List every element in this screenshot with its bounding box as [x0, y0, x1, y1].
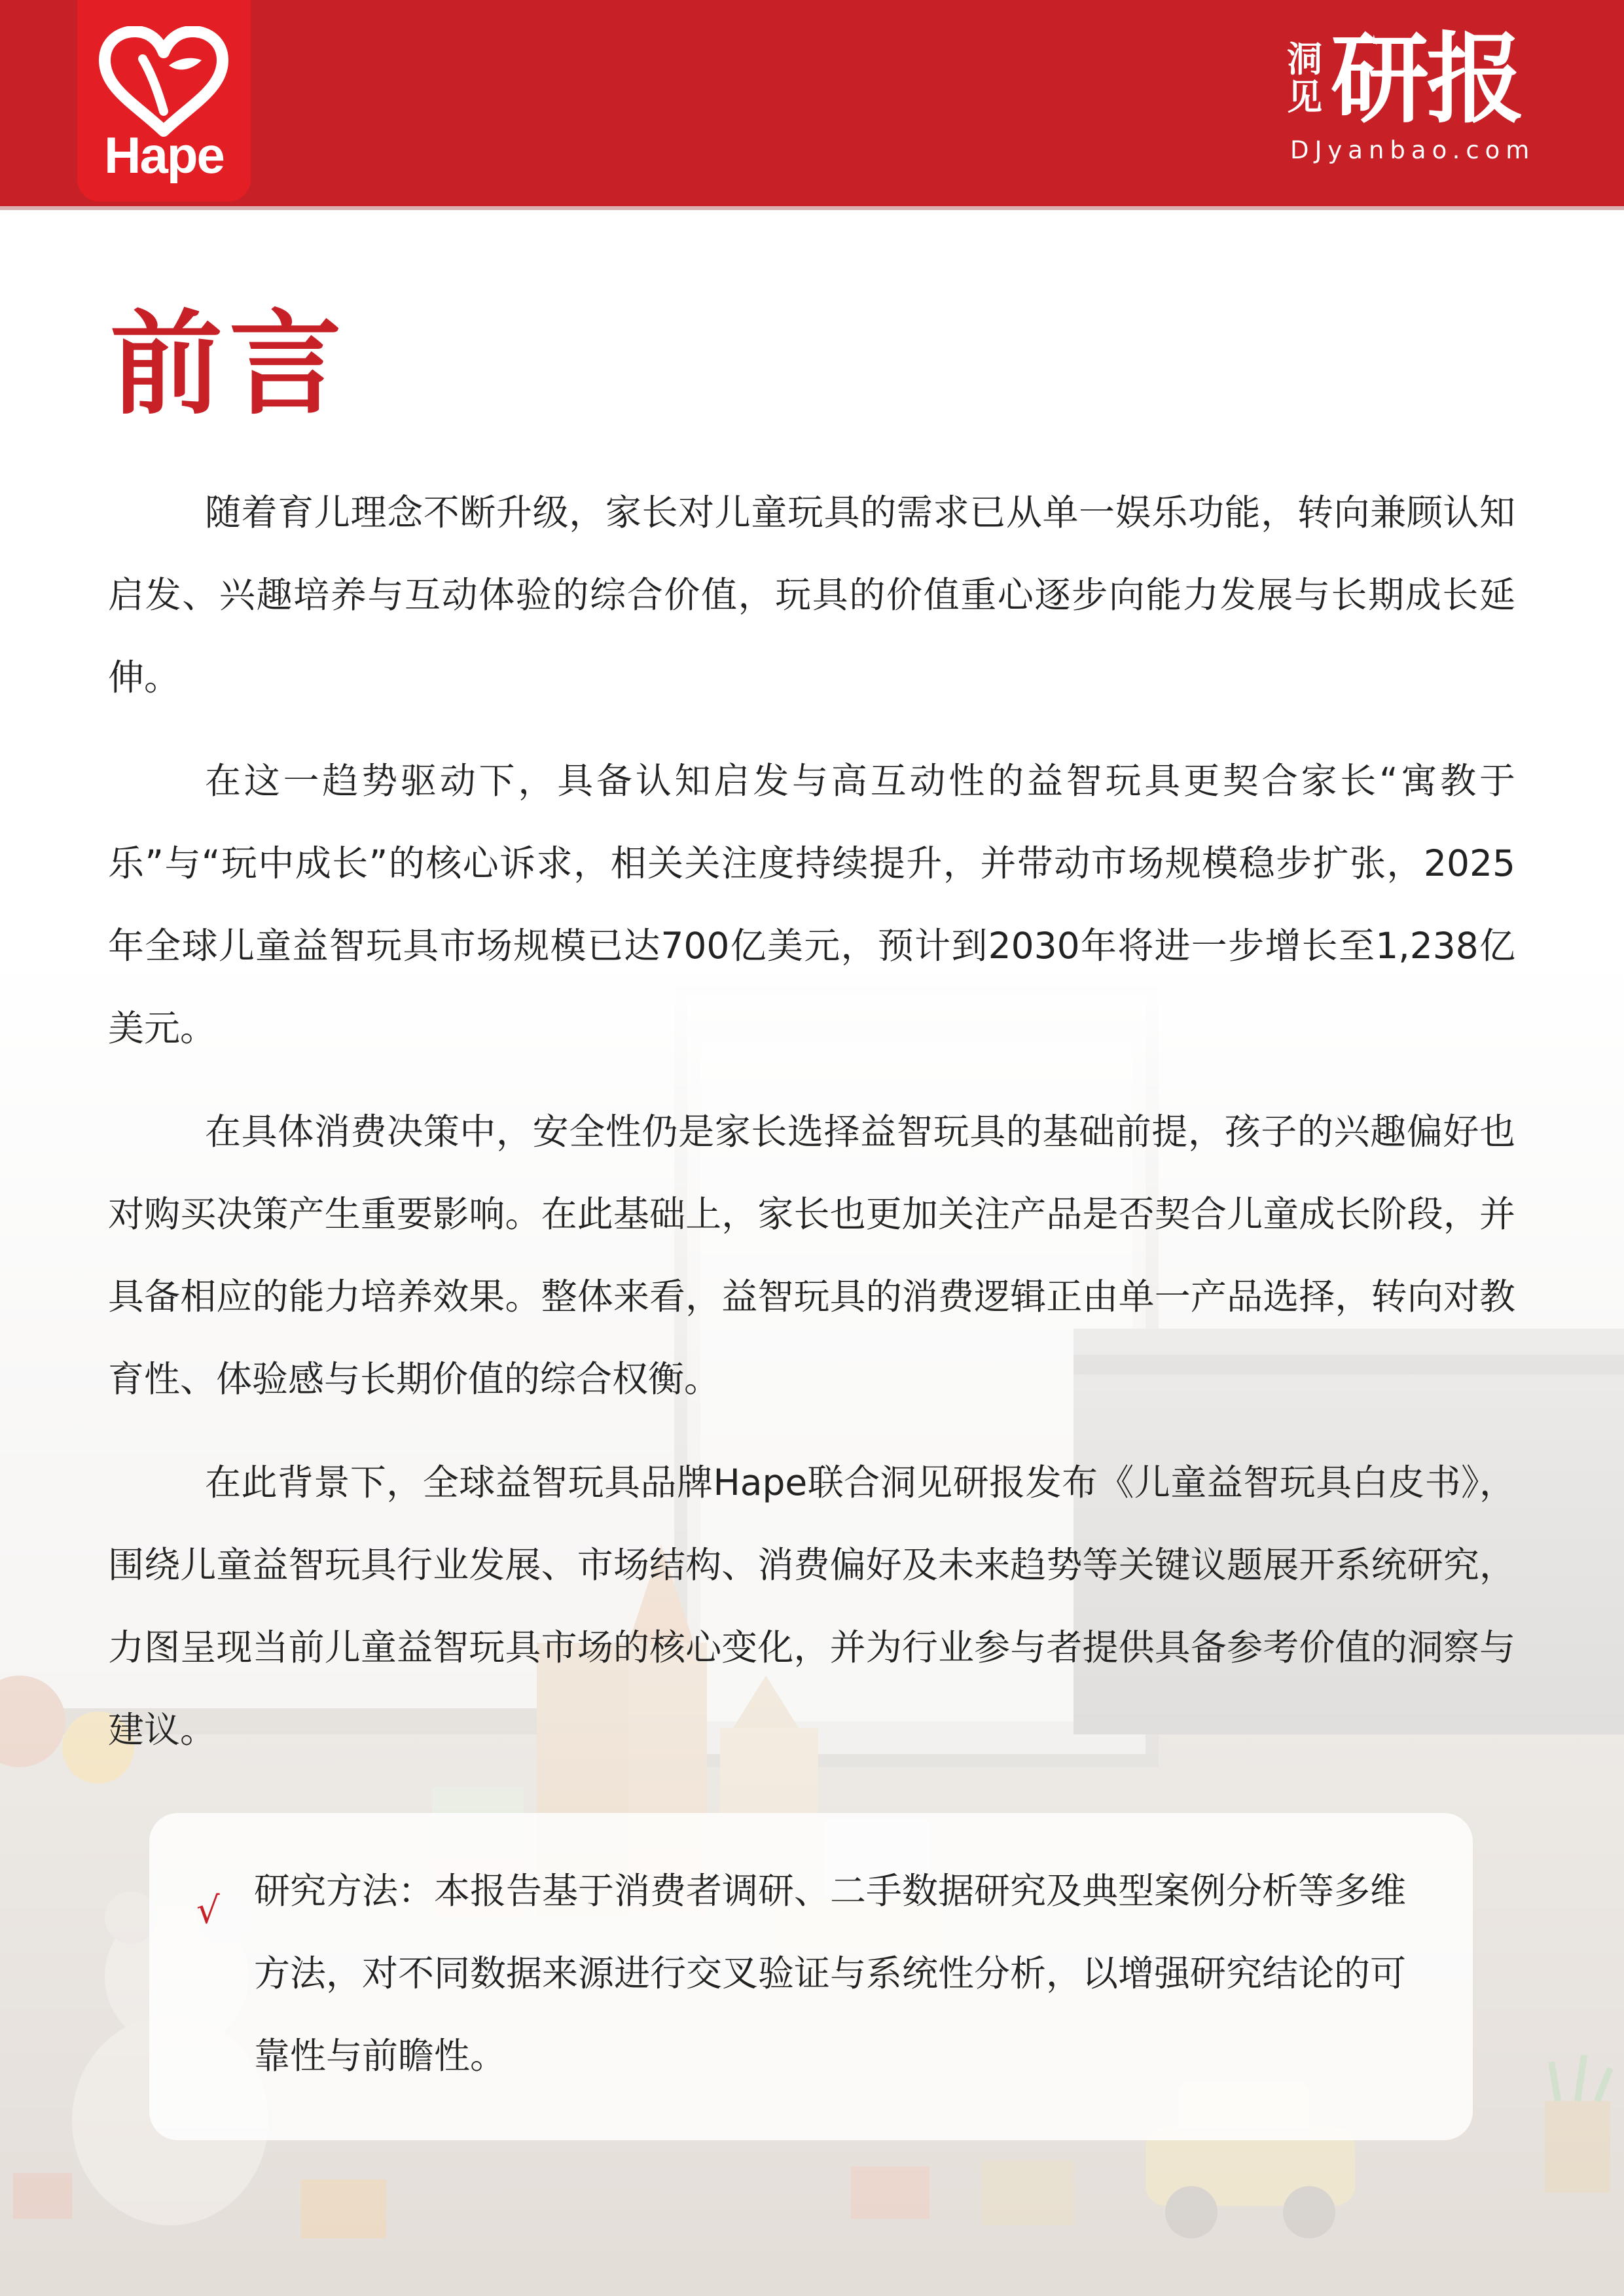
paragraph: 在这一趋势驱动下，具备认知启发与高互动性的益智玩具更契合家长“寓教于乐”与“玩中成长”的核心诉求，相关关注度持续提升，并带动市场规模稳步扩张，2025年全球儿童益智玩具市场规模已达700亿美元，预计到2030年将进一步增长至1,238亿美元。	[108, 760, 1515, 1049]
header-bar	[0, 0, 1624, 206]
hape-logo[interactable]	[77, 0, 251, 202]
djyanbao-logo[interactable]	[1285, 23, 1547, 178]
heart-logo-icon	[97, 26, 231, 137]
djyanbao-logo-big: 研报	[1331, 23, 1523, 137]
hape-logo-text: Hape	[104, 126, 224, 184]
research-method-card	[149, 1813, 1473, 2140]
page-title: 前言	[110, 298, 348, 430]
djyanbao-url: DJyanbao.com	[1290, 136, 1536, 164]
checkmark-icon: √	[196, 1890, 220, 1932]
preface-body	[108, 471, 1515, 1792]
paragraph: 在具体消费决策中，安全性仍是家长选择益智玩具的基础前提，孩子的兴趣偏好也对购买决策产生重要影响。在此基础上，家长也更加关注产品是否契合儿童成长阶段，并具备相应的能力培养效果。整体来看，益智玩具的消费逻辑正由单一产品选择，转向对教育性、体验感与长期价值的综合权衡。	[108, 1111, 1515, 1400]
paragraph: 随着育儿理念不断升级，家长对儿童玩具的需求已从单一娱乐功能，转向兼顾认知启发、兴趣培养与互动体验的综合价值，玩具的价值重心逐步向能力发展与长期成长延伸。	[108, 492, 1515, 698]
research-method-text: 研究方法：本报告基于消费者调研、二手数据研究及典型案例分析等多维方法，对不同数据来源进行交叉验证与系统性分析，以增强研究结论的可靠性与前瞻性。	[254, 1870, 1407, 2077]
djyanbao-logo-small: 洞见	[1287, 39, 1322, 118]
header-divider	[0, 206, 1624, 210]
paragraph: 在此背景下，全球益智玩具品牌Hape联合洞见研报发布《儿童益智玩具白皮书》，围绕儿童益智玩具行业发展、市场结构、消费偏好及未来趋势等关键议题展开系统研究，力图呈现当前儿童益智玩具市场的核心变化，并为行业参与者提供具备参考价值的洞察与建议。	[108, 1462, 1515, 1751]
